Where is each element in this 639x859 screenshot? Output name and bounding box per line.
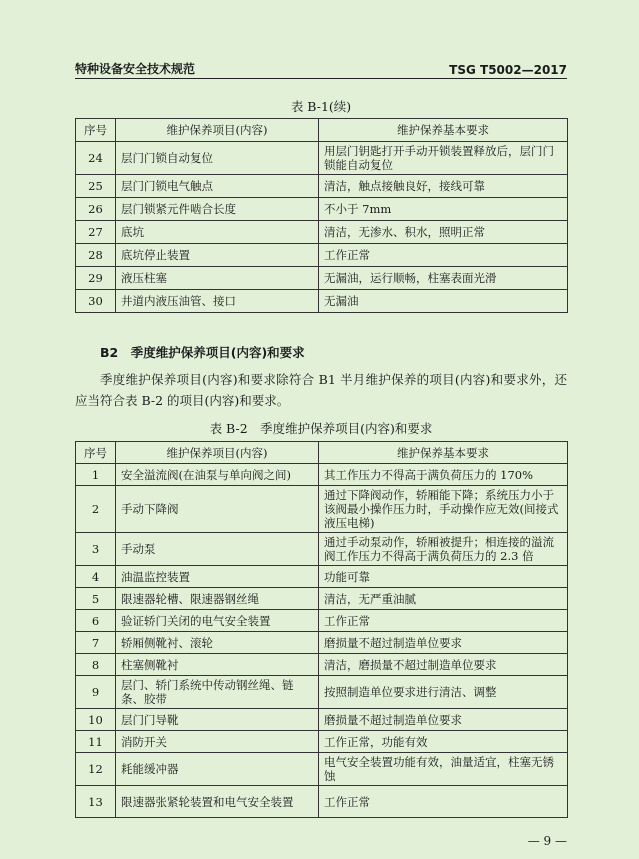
row-number: 27 [76,221,116,244]
row-number: 8 [76,654,116,676]
table2-caption: 表 B-2 季度维护保养项目(内容)和要求 [209,421,433,436]
row-item: 手动下降阀 [116,486,319,533]
table-row [76,731,568,753]
row-requirement: 其工作压力不得高于满负荷压力的 170% [319,464,568,486]
row-item: 轿厢侧靴衬、滚轮 [116,632,319,654]
table-row [76,786,568,818]
header-requirement: 维护保养基本要求 [319,442,568,464]
row-number: 1 [76,464,116,486]
row-number: 29 [76,267,116,290]
row-requirement: 按照制造单位要求进行清洁、调整 [319,676,568,709]
row-item: 手动泵 [116,533,319,566]
table-row [76,709,568,731]
row-item: 井道内液压油管、接口 [116,290,319,313]
table-row [76,290,568,313]
running-header [75,60,567,77]
table-row [76,654,568,676]
row-item: 底坑停止装置 [116,244,319,267]
row-number: 10 [76,709,116,731]
table-row [76,632,568,654]
table2-body [76,464,568,818]
row-item: 限速器张紧轮装置和电气安全装置 [116,786,319,818]
row-number: 7 [76,632,116,654]
table-row [76,464,568,486]
page-number: — 9 — [527,834,567,848]
row-requirement: 功能可靠 [319,566,568,588]
row-requirement: 磨损量不超过制造单位要求 [319,632,568,654]
header-number: 序号 [76,442,116,464]
row-number: 30 [76,290,116,313]
header-rule [75,78,567,79]
table-row [76,533,568,566]
row-item: 油温监控装置 [116,566,319,588]
row-requirement: 工作正常 [319,786,568,818]
row-number: 2 [76,486,116,533]
row-number: 3 [76,533,116,566]
table-row [76,486,568,533]
row-item: 液压柱塞 [116,267,319,290]
table-row [76,610,568,632]
table-row [76,267,568,290]
row-requirement: 通过下降阀动作，轿厢能下降；系统压力小于该阀最小操作压力时，手动操作应无效(间接式液压电梯) [319,486,568,533]
row-number: 12 [76,753,116,786]
header-number: 序号 [76,119,116,142]
row-requirement: 清洁，无渗水、积水，照明正常 [319,221,568,244]
row-number: 26 [76,198,116,221]
header-item: 维护保养项目(内容) [116,119,319,142]
row-requirement: 用层门钥匙打开手动开锁装置释放后，层门门锁能自动复位 [319,142,568,175]
table-row [76,244,568,267]
row-number: 6 [76,610,116,632]
table-row [76,753,568,786]
row-requirement: 不小于 7mm [319,198,568,221]
row-item: 验证轿门关闭的电气安全装置 [116,610,319,632]
row-item: 柱塞侧靴衬 [116,654,319,676]
row-requirement: 工作正常，功能有效 [319,731,568,753]
row-requirement: 通过手动泵动作，轿厢被提升；相连接的溢流阀工作压力不得高于满负荷压力的 2.3 倍 [319,533,568,566]
table-row [76,175,568,198]
row-requirement: 无漏油 [319,290,568,313]
row-requirement: 清洁，无严重油腻 [319,588,568,610]
table1-body [76,142,568,313]
table-row [76,198,568,221]
table-row [76,566,568,588]
header-code: TSG T5002—2017 [449,63,567,77]
row-item: 限速器轮槽、限速器钢丝绳 [116,588,319,610]
row-item: 层门门锁自动复位 [116,142,319,175]
row-requirement: 工作正常 [319,610,568,632]
row-number: 13 [76,786,116,818]
row-item: 安全溢流阀(在油泵与单向阀之间) [116,464,319,486]
row-requirement: 清洁，触点接触良好，接线可靠 [319,175,568,198]
row-item: 底坑 [116,221,319,244]
row-item: 层门锁紧元件啮合长度 [116,198,319,221]
row-item: 层门门锁电气触点 [116,175,319,198]
row-item: 层门门导靴 [116,709,319,731]
table-row [76,676,568,709]
row-number: 25 [76,175,116,198]
row-requirement: 工作正常 [319,244,568,267]
row-number: 11 [76,731,116,753]
row-item: 消防开关 [116,731,319,753]
row-number: 5 [76,588,116,610]
row-number: 24 [76,142,116,175]
row-item: 层门、轿门系统中传动钢丝绳、链条、胶带 [116,676,319,709]
row-requirement: 磨损量不超过制造单位要求 [319,709,568,731]
row-item: 耗能缓冲器 [116,753,319,786]
table-row [76,221,568,244]
row-requirement: 无漏油，运行顺畅，柱塞表面光滑 [319,267,568,290]
section-title: B2 季度维护保养项目(内容)和要求 [100,345,305,360]
row-requirement: 电气安全装置功能有效，油量适宜，柱塞无锈蚀 [319,753,568,786]
row-number: 9 [76,676,116,709]
table-b2 [75,441,568,818]
table-row [76,588,568,610]
header-title: 特种设备安全技术规范 [75,62,196,76]
table-row [76,142,568,175]
row-requirement: 清洁，磨损量不超过制造单位要求 [319,654,568,676]
row-number: 4 [76,566,116,588]
row-number: 28 [76,244,116,267]
section-paragraph: 季度维护保养项目(内容)和要求除符合 B1 半月维护保养的项目(内容)和要求外，还应当符合表 B-2 的项目(内容)和要求。 [75,372,567,408]
header-item: 维护保养项目(内容) [116,442,319,464]
table1-caption: 表 B-1(续) [290,99,352,114]
table-b1 [75,118,568,313]
header-requirement: 维护保养基本要求 [319,119,568,142]
